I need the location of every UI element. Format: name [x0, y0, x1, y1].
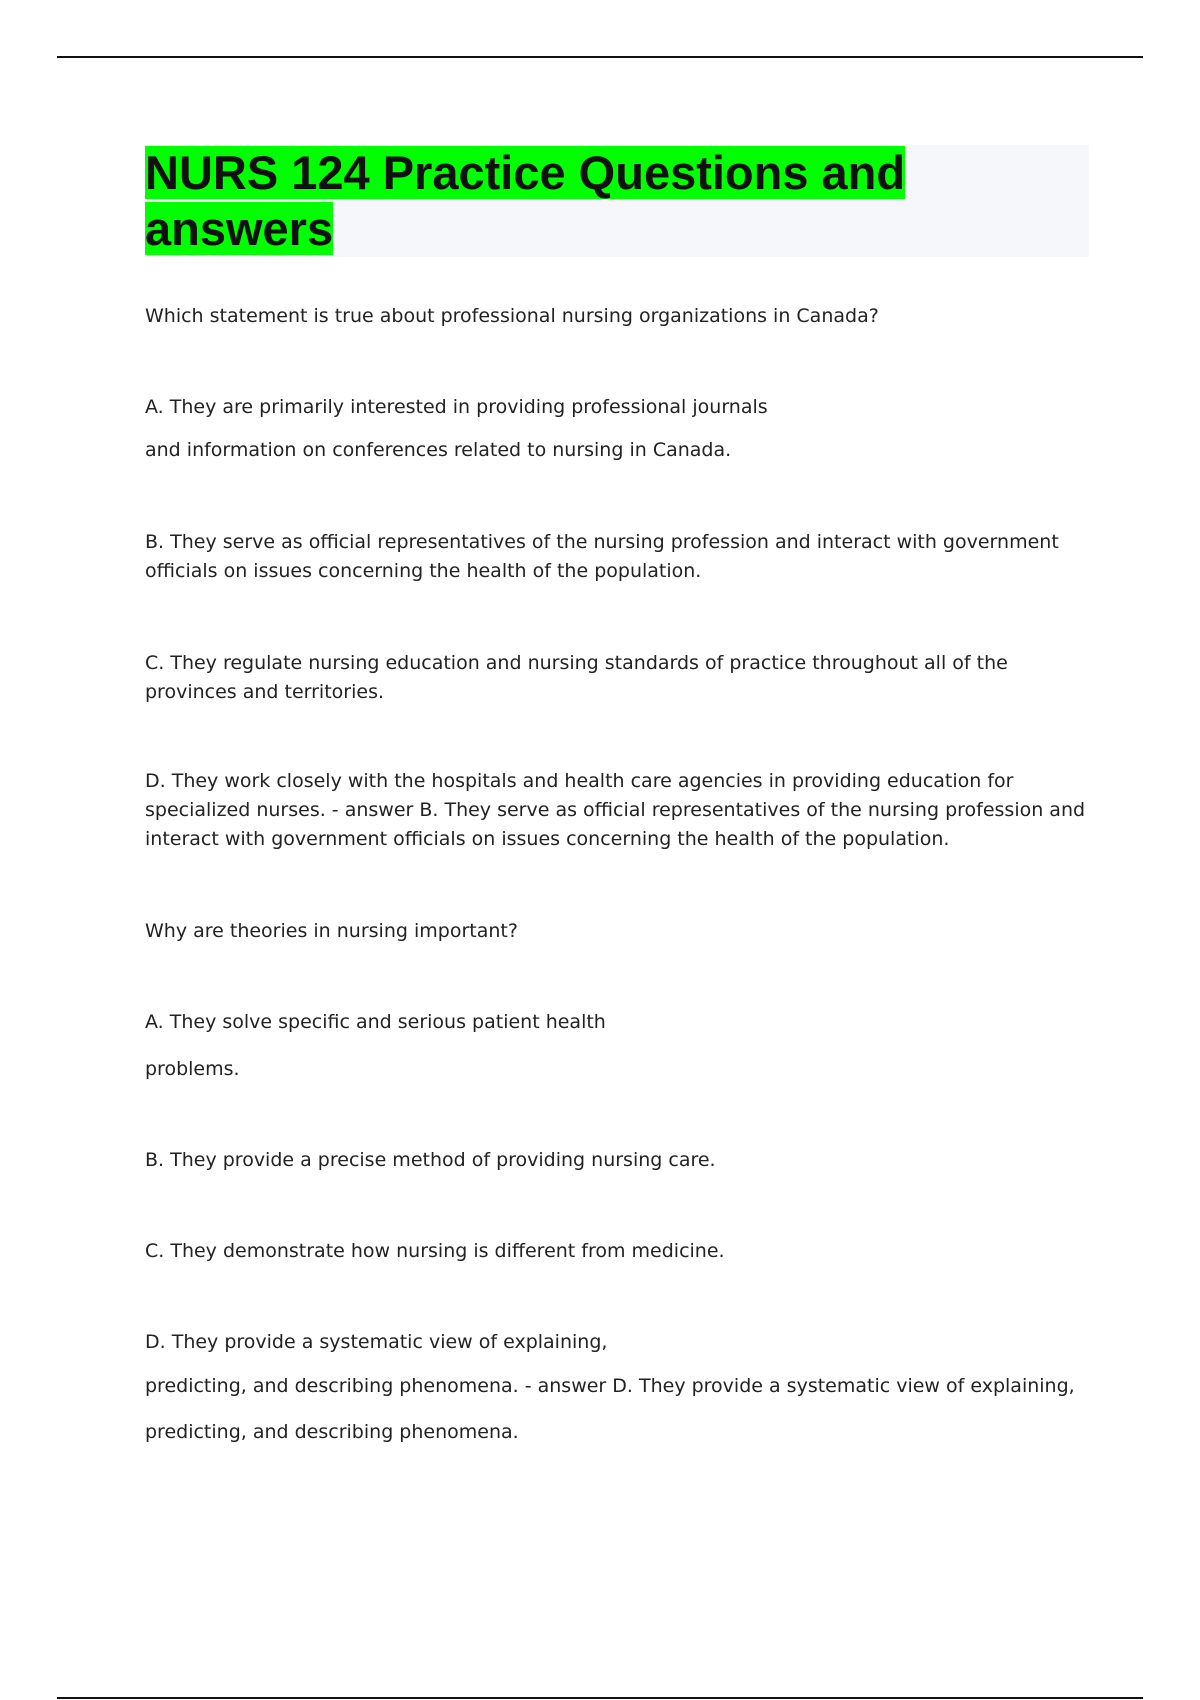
- question-2-option-c: C. They demonstrate how nursing is different from medicine.: [145, 1240, 725, 1262]
- footer-rule: [57, 1697, 1143, 1699]
- question-2-option-a: A. They solve specific and serious patient health: [145, 1011, 606, 1033]
- question-2-option-a-continued: problems.: [145, 1058, 240, 1080]
- question-1-option-a-continued: and information on conferences related to nursing in Canada.: [145, 439, 732, 461]
- question-2-answer-continued: predicting, and describing phenomena.: [145, 1421, 519, 1443]
- question-1-option-b: B. They serve as official representatives of the nursing profession and interact with government officials on issues concerning the health of the population.: [145, 531, 1059, 582]
- document-title: [145, 145, 945, 257]
- header-rule: [57, 56, 1143, 58]
- question-2-option-b: B. They provide a precise method of providing nursing care.: [145, 1149, 716, 1171]
- question-2-text: Why are theories in nursing important?: [145, 920, 518, 942]
- question-1-text: Which statement is true about professional nursing organizations in Canada?: [145, 305, 879, 327]
- title-highlight: NURS 124 Practice Questions and answers: [145, 146, 906, 255]
- question-1-option-c: C. They regulate nursing education and nursing standards of practice throughout all of the provinces and territories.: [145, 652, 1008, 703]
- question-1-option-d-answer: D. They work closely with the hospitals and health care agencies in providing education for specialized nurses. - answer B. They serve as official representatives of the nursing profession and interact with government officials on issues concerning the health of the population.: [145, 770, 1086, 850]
- question-1-option-a: A. They are primarily interested in providing professional journals: [145, 396, 768, 418]
- question-2-answer: predicting, and describing phenomena. - answer D. They provide a systematic view of explaining,: [145, 1375, 1075, 1397]
- question-2-option-d: D. They provide a systematic view of explaining,: [145, 1331, 608, 1353]
